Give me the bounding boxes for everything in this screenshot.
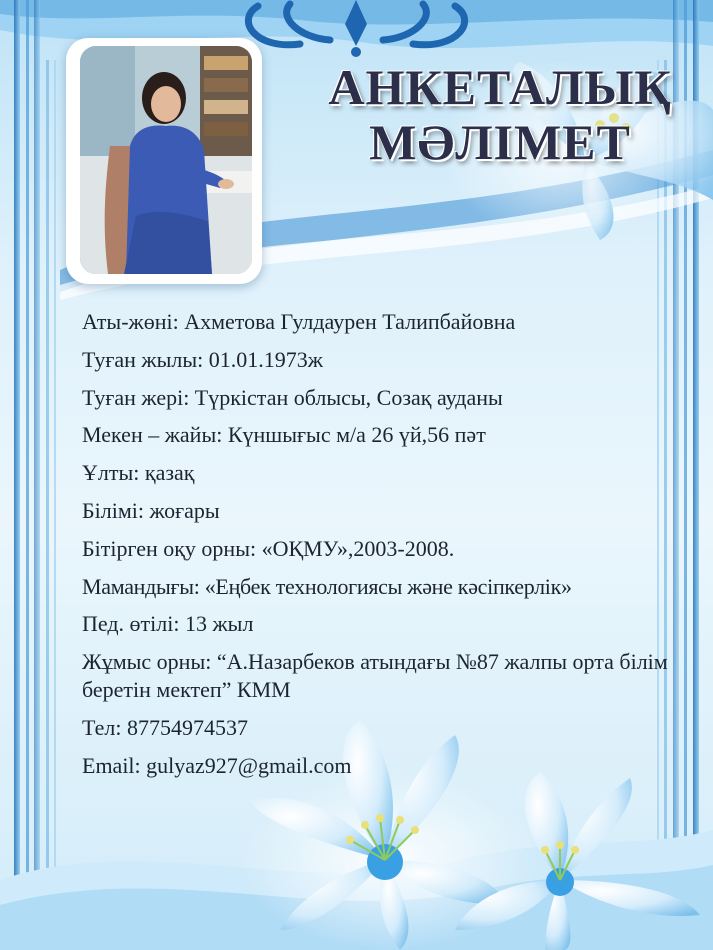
title-line-2: МӘЛІМЕТ xyxy=(369,114,631,170)
info-education: Білімі: жоғары xyxy=(82,497,220,523)
info-teaching-experience: Пед. өтілі: 13 жыл xyxy=(82,611,254,637)
info-graduated-from: Бітірген оқу орны: «ОҚМУ»,2003-2008. xyxy=(82,535,455,561)
info-birth-place: Туған жері: Түркістан облысы, Созақ ауданы xyxy=(82,384,503,410)
info-specialty: Мамандығы: «Еңбек технологиясы және кәсіпкерлік» xyxy=(82,573,572,599)
info-birth-year: Туған жылы: 01.01.1973ж xyxy=(82,346,323,372)
profile-photo xyxy=(80,46,252,274)
left-border-stripes xyxy=(14,0,56,950)
info-address: Мекен – жайы: Күншығыс м/а 26 үй,56 пәт xyxy=(82,422,486,448)
info-phone: Тел: 87754974537 xyxy=(82,714,248,740)
info-full-name: Аты-жөні: Ахметова Гулдаурен Талипбайовна xyxy=(82,309,516,334)
info-email[interactable]: Email: gulyaz927@gmail.com xyxy=(82,752,352,778)
info-nationality: Ұлты: қазақ xyxy=(82,460,195,486)
title-line-1: АНКЕТАЛЫҚ xyxy=(328,59,672,115)
info-workplace: Жұмыс орны: “А.Назарбеков атындағы №87 жалпы орта білім беретін мектеп” КММ xyxy=(82,649,668,703)
profile-info-list xyxy=(82,308,697,790)
